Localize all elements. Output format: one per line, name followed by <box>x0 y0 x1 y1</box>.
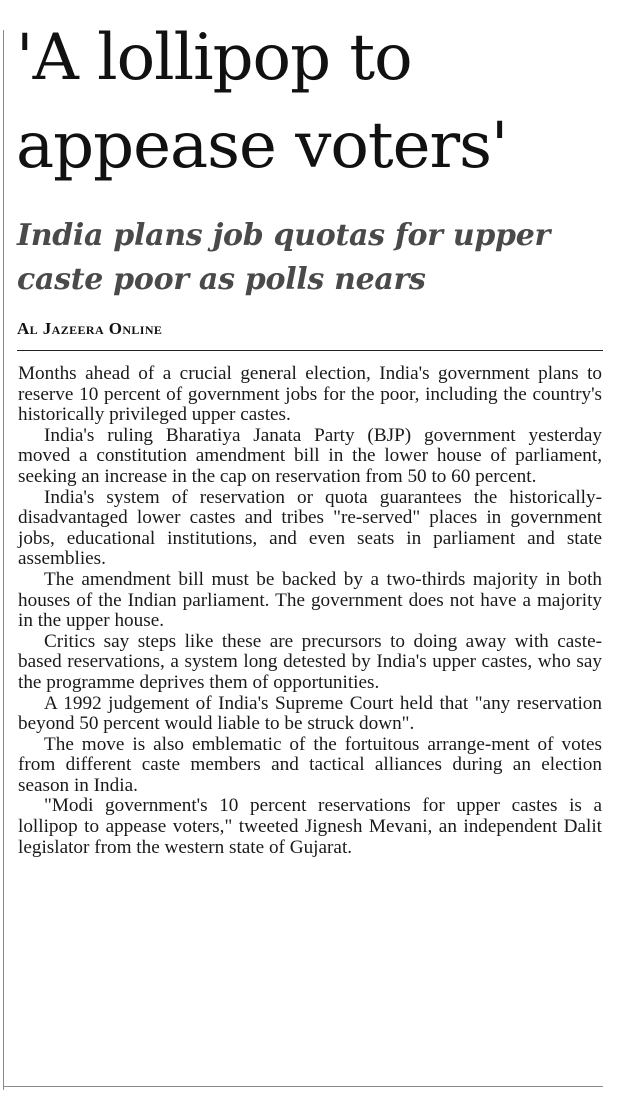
bottom-rule <box>3 1086 603 1087</box>
article-paragraph: India's ruling Bharatiya Janata Party (BJP) government yesterday moved a constitution amendment bill in the lower house of parliament, seeking an increase in the cap on reservation from 50 to 60 percent. <box>18 424 602 487</box>
article-paragraph: A 1992 judgement of India's Supreme Court held that "any reservation beyond 50 percent would liable to be struck down". <box>18 692 602 735</box>
article-paragraph: The amendment bill must be backed by a two-thirds majority in both houses of the Indian parliament. The government does not have a majority in the upper house. <box>18 568 602 632</box>
article-paragraph: The move is also emblematic of the fortuitous arrange-ment of votes from different caste members and tactical alliances during an election season in India. <box>18 733 602 796</box>
left-column-rule <box>3 30 4 1090</box>
byline-divider <box>17 350 603 351</box>
headline: 'A lollipop to appease voters' <box>16 21 508 183</box>
byline: Al Jazeera Online <box>17 319 163 338</box>
article-paragraph: Critics say steps like these are precursors to doing away with caste-based reservations, a system long detested by India's upper castes, who say the programme deprives them of opportunities. <box>18 630 602 693</box>
article-paragraph: "Modi government's 10 percent reservations for upper castes is a lollipop to appease voters," tweeted Jignesh Mevani, an independent Dalit legislator from the western state of Gujarat. <box>18 795 602 858</box>
subheadline: India plans job quotas for upper caste poor as polls nears <box>17 218 550 297</box>
article-paragraph: Months ahead of a crucial general election, India's government plans to reserve 10 percent of government jobs for the poor, including the country's historically privileged upper castes. <box>18 363 602 426</box>
article-paragraph: India's system of reservation or quota guarantees the historically-disadvantaged lower castes and tribes "re-served" places in government jobs, educational institutions, and even seats in parliament and state assemblies. <box>18 486 602 570</box>
article-body <box>18 364 602 858</box>
